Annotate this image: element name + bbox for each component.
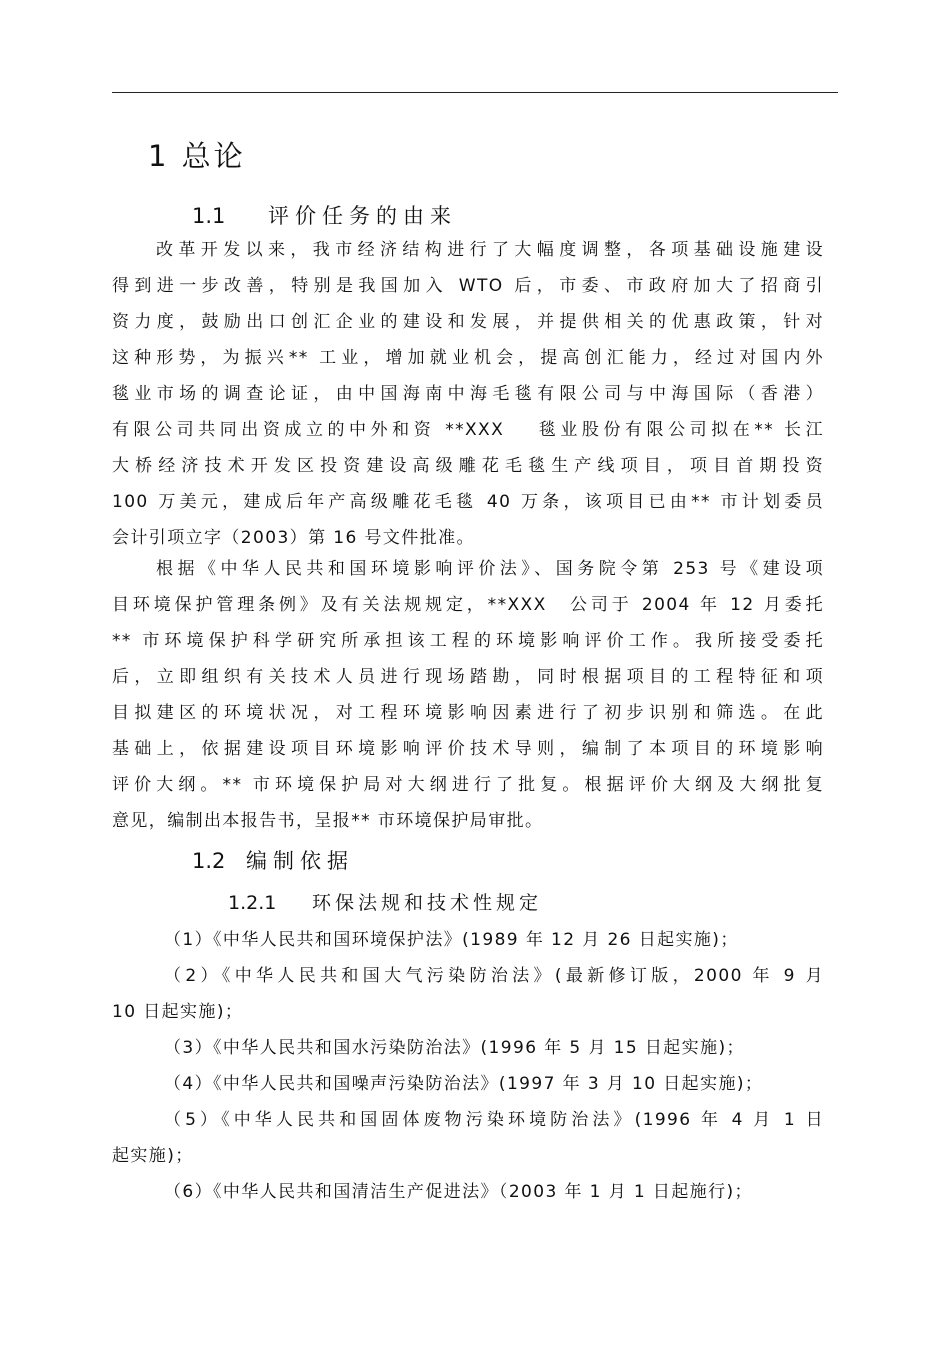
text-line: 大桥经济技术开发区投资建设高级雕花毛毯生产线项目，项目首期投资 bbox=[112, 456, 824, 476]
list-item: （1）《中华人民共和国环境保护法》(1989 年 12 月 26 日起实施)； bbox=[164, 930, 739, 950]
section-number: 1.2 bbox=[192, 849, 226, 873]
text-line: 基础上，依据建设项目环境影响评价技术导则，编制了本项目的环境影响 bbox=[112, 739, 824, 759]
list-item-continuation: 起实施)； bbox=[112, 1146, 194, 1166]
list-item: （3）《中华人民共和国水污染防治法》(1996 年 5 月 15 日起实施)； bbox=[164, 1038, 745, 1058]
list-item: （2）《中华人民共和国大气污染防治法》(最新修订版，2000 年 9 月 bbox=[164, 966, 824, 986]
text-line: 毯业市场的调查论证，由中国海南中海毛毯有限公司与中海国际（香港） bbox=[112, 384, 824, 404]
chapter-title: 1 总论 bbox=[148, 139, 246, 173]
list-item-continuation: 10 日起实施)； bbox=[112, 1002, 244, 1022]
text-line: 会计引项立字（2003）第 16 号文件批准。 bbox=[112, 528, 475, 548]
section-title: 评价任务的由来 bbox=[268, 204, 457, 228]
subsection-heading-1-2-1 bbox=[228, 888, 542, 915]
subsection-number: 1.2.1 bbox=[228, 892, 277, 914]
list-item: （6）《中华人民共和国清洁生产促进法》（2003 年 1 月 1 日起施行)； bbox=[164, 1182, 753, 1202]
header-rule bbox=[112, 92, 838, 93]
text-line: 资力度，鼓励出口创汇企业的建设和发展，并提供相关的优惠政策，针对 bbox=[112, 312, 824, 332]
text-line: 改革开发以来，我市经济结构进行了大幅度调整，各项基础设施建设 bbox=[156, 240, 824, 260]
text-line: 根据《中华人民共和国环境影响评价法》、国务院令第 253 号《建设项 bbox=[156, 559, 824, 579]
text-line: 评价大纲。** 市环境保护局对大纲进行了批复。根据评价大纲及大纲批复 bbox=[112, 775, 824, 795]
text-line: 意见，编制出本报告书，呈报** 市环境保护局审批。 bbox=[112, 811, 544, 831]
section-heading-1-2 bbox=[192, 845, 354, 875]
subsection-title: 环保法规和技术性规定 bbox=[312, 892, 543, 914]
section-number: 1.1 bbox=[192, 204, 226, 228]
section-heading-1-1 bbox=[192, 200, 457, 230]
text-line: 后，立即组织有关技术人员进行现场踏勘，同时根据项目的工程特征和项 bbox=[112, 667, 824, 687]
text-line: 目环境保护管理条例》及有关法规规定，**XXX 公司于 2004 年 12 月委托 bbox=[112, 595, 824, 615]
list-item: （5）《中华人民共和国固体废物污染环境防治法》(1996 年 4 月 1 日 bbox=[164, 1110, 824, 1130]
text-line: ** 市环境保护科学研究所承担该工程的环境影响评价工作。我所接受委托 bbox=[112, 631, 824, 651]
list-item: （4）《中华人民共和国噪声污染防治法》(1997 年 3 月 10 日起实施)； bbox=[164, 1074, 764, 1094]
text-line: 得到进一步改善，特别是我国加入 WTO 后，市委、市政府加大了招商引 bbox=[112, 276, 824, 296]
text-line: 目拟建区的环境状况，对工程环境影响因素进行了初步识别和筛选。在此 bbox=[112, 703, 824, 723]
section-title: 编制依据 bbox=[246, 849, 354, 873]
text-line: 这种形势，为振兴** 工业，增加就业机会，提高创汇能力，经过对国内外 bbox=[112, 348, 824, 368]
text-line: 有限公司共同出资成立的中外和资 **XXX 毯业股份有限公司拟在** 长江 bbox=[112, 420, 824, 440]
text-line: 100 万美元，建成后年产高级雕花毛毯 40 万条，该项目已由** 市计划委员 bbox=[112, 492, 824, 512]
